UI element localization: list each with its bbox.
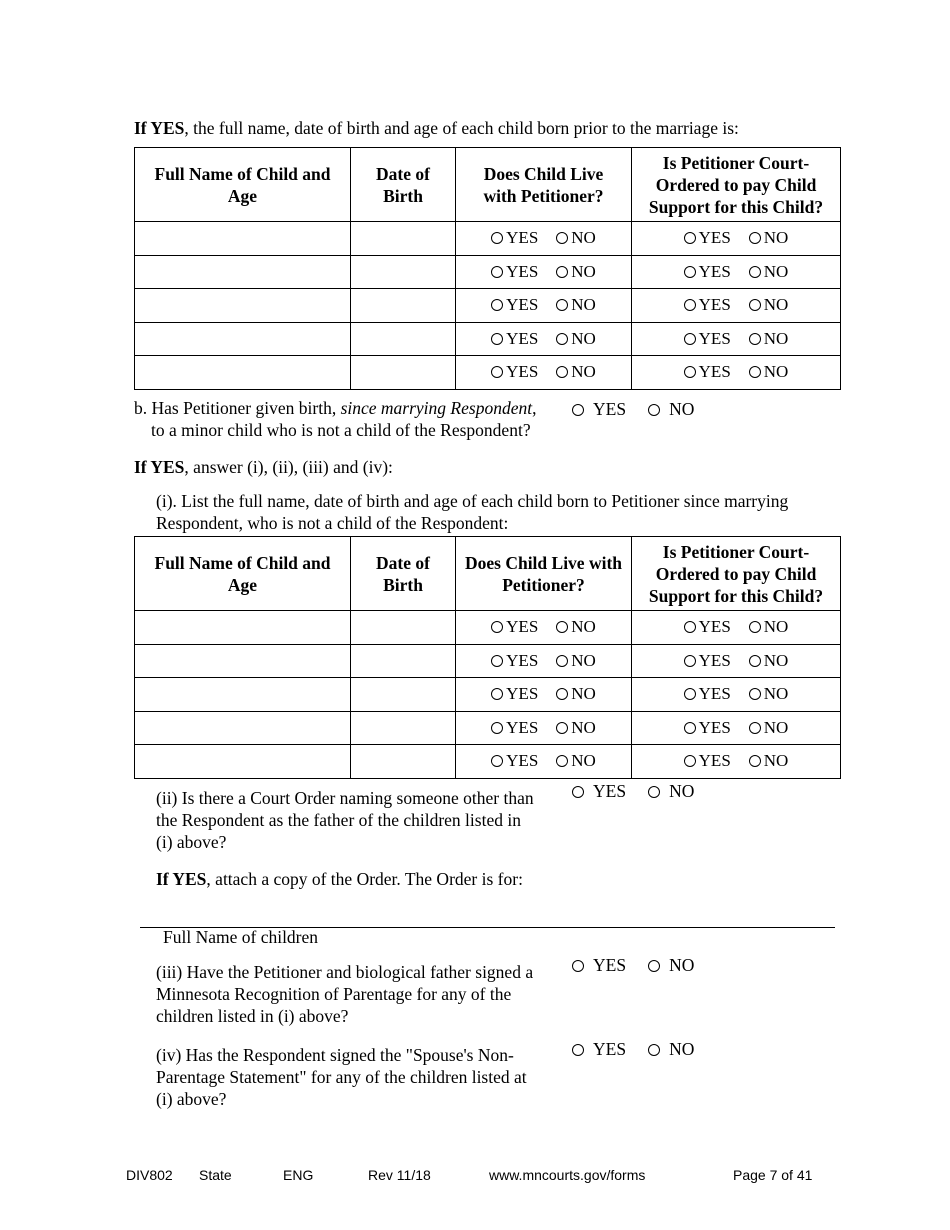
option-label: NO [571, 328, 596, 348]
radio-icon[interactable] [491, 655, 503, 667]
date-of-birth-cell[interactable] [351, 611, 456, 645]
child-support-yes-option[interactable] [684, 295, 731, 315]
child-support-yes-option[interactable] [684, 362, 731, 382]
lives-with-petitioner-cell [456, 745, 632, 779]
lives-with-petitioner-cell [456, 289, 632, 323]
option-label: NO [763, 362, 789, 382]
radio-icon[interactable] [648, 404, 660, 416]
question-b-options [572, 399, 694, 420]
table-row [135, 255, 841, 289]
lives-with-petitioner-options [456, 617, 631, 637]
lives-with-petitioner-no-option[interactable] [556, 228, 596, 248]
child-support-cell [632, 644, 841, 678]
item-ii-attach-instruction: If YES, attach a copy of the Order. The Order is for: [156, 869, 523, 889]
radio-icon[interactable] [749, 755, 761, 767]
option-label: YES [506, 684, 539, 704]
child-name-cell[interactable] [135, 222, 351, 256]
child-name-cell[interactable] [135, 644, 351, 678]
lives-with-petitioner-yes-option[interactable] [491, 362, 538, 382]
child-support-yes-option[interactable] [684, 262, 731, 282]
lives-with-petitioner-options [456, 262, 631, 282]
header-date-of-birth: Date of Birth [351, 537, 456, 611]
radio-icon[interactable] [556, 655, 568, 667]
child-support-cell [632, 678, 841, 712]
radio-icon[interactable] [491, 755, 503, 767]
header-lives-with-petitioner: Does Child Live with Petitioner? [456, 148, 632, 222]
lives-with-petitioner-cell [456, 356, 632, 390]
option-label: YES [506, 328, 539, 348]
child-support-no-option[interactable] [749, 651, 789, 671]
child-name-cell[interactable] [135, 322, 351, 356]
lives-with-petitioner-yes-option[interactable] [491, 651, 538, 671]
table-header-row [135, 537, 841, 611]
item-ii-line1: (ii) Is there a Court Order naming someone other than [156, 788, 534, 808]
child-support-options [632, 228, 840, 248]
child-support-no-option[interactable] [749, 718, 789, 738]
option-label: NO [763, 650, 789, 670]
child-support-cell [632, 611, 841, 645]
date-of-birth-cell[interactable] [351, 255, 456, 289]
radio-icon[interactable] [749, 621, 761, 633]
lives-with-petitioner-yes-option[interactable] [491, 228, 538, 248]
radio-icon[interactable] [572, 786, 584, 798]
child-support-yes-option[interactable] [684, 651, 731, 671]
radio-icon[interactable] [749, 655, 761, 667]
item-iv-line2: Parentage Statement" for any of the children listed at [156, 1067, 527, 1087]
child-support-yes-option[interactable] [684, 684, 731, 704]
option-label: YES [506, 650, 539, 670]
lives-with-petitioner-cell [456, 322, 632, 356]
radio-icon[interactable] [684, 366, 696, 378]
option-label: NO [763, 328, 789, 348]
child-support-yes-option[interactable] [684, 329, 731, 349]
item-iv-line1: (iv) Has the Respondent signed the "Spouse's Non- [156, 1045, 514, 1065]
radio-icon[interactable] [491, 333, 503, 345]
child-support-cell [632, 222, 841, 256]
question-b-line2: to a minor child who is not a child of the Respondent? [151, 420, 531, 440]
lives-with-petitioner-no-option[interactable] [556, 718, 596, 738]
option-label: NO [571, 362, 596, 382]
radio-icon[interactable] [556, 621, 568, 633]
option-label: YES [506, 717, 539, 737]
child-support-options [632, 329, 840, 349]
option-label: NO [763, 295, 789, 315]
child-support-no-option[interactable] [749, 295, 789, 315]
radio-icon[interactable] [491, 266, 503, 278]
lives-with-petitioner-no-option[interactable] [556, 329, 596, 349]
item-ii-options [572, 781, 694, 802]
header-date-of-birth: Date of Birth [351, 148, 456, 222]
footer-page-number: Page 7 of 41 [733, 1167, 813, 1183]
lives-with-petitioner-cell [456, 611, 632, 645]
child-support-options [632, 362, 840, 382]
option-label: YES [698, 328, 731, 348]
radio-icon[interactable] [684, 299, 696, 311]
radio-icon[interactable] [749, 722, 761, 734]
option-label: NO [763, 228, 789, 248]
child-support-no-option[interactable] [749, 617, 789, 637]
option-label: YES [506, 295, 539, 315]
radio-icon[interactable] [556, 722, 568, 734]
item-iv-no-option[interactable]: NO [648, 1039, 694, 1060]
lives-with-petitioner-yes-option[interactable] [491, 684, 538, 704]
radio-icon[interactable] [684, 722, 696, 734]
child-name-cell[interactable] [135, 611, 351, 645]
item-ii-yes-option[interactable]: YES [572, 781, 626, 802]
radio-icon[interactable] [572, 1044, 584, 1056]
radio-icon[interactable] [684, 755, 696, 767]
radio-icon[interactable] [749, 266, 761, 278]
footer-url: www.mncourts.gov/forms [489, 1167, 646, 1183]
option-label: YES [698, 617, 731, 637]
radio-icon[interactable] [556, 299, 568, 311]
table-row [135, 222, 841, 256]
item-i-line2: Respondent, who is not a child of the Respondent: [156, 513, 509, 533]
option-label: YES [698, 684, 731, 704]
header-child-support: Is Petitioner Court- Ordered to pay Child Support for this Child? [632, 537, 841, 611]
radio-icon[interactable] [684, 621, 696, 633]
lives-with-petitioner-options [456, 228, 631, 248]
item-ii-line3: (i) above? [156, 832, 227, 852]
lives-with-petitioner-cell [456, 711, 632, 745]
table-row [135, 356, 841, 390]
table-row [135, 644, 841, 678]
child-support-options [632, 262, 840, 282]
header-full-name: Full Name of Child and Age [135, 148, 351, 222]
option-label: NO [763, 617, 789, 637]
radio-icon[interactable] [684, 232, 696, 244]
table-row [135, 678, 841, 712]
lives-with-petitioner-yes-option[interactable] [491, 329, 538, 349]
option-label: YES [506, 362, 539, 382]
radio-icon[interactable] [491, 299, 503, 311]
item-i-line1: (i). List the full name, date of birth and age of each child born to Petitioner since marrying [156, 491, 789, 511]
child-name-cell[interactable] [135, 678, 351, 712]
option-label: YES [506, 261, 539, 281]
header-lives-with-petitioner: Does Child Live with Petitioner? [456, 537, 632, 611]
section-a-intro: If YES, the full name, date of birth and age of each child born prior to the marriage is: [134, 118, 739, 138]
option-label: YES [698, 295, 731, 315]
question-b-line1: b. Has Petitioner given birth, since marrying Respondent, [134, 398, 537, 418]
lives-with-petitioner-cell [456, 255, 632, 289]
lives-with-petitioner-yes-option[interactable] [491, 262, 538, 282]
option-label: NO [571, 684, 596, 704]
radio-icon[interactable] [491, 688, 503, 700]
option-label: NO [763, 751, 789, 771]
child-support-cell [632, 711, 841, 745]
date-of-birth-cell[interactable] [351, 289, 456, 323]
radio-icon[interactable] [684, 688, 696, 700]
option-label: YES [698, 228, 731, 248]
radio-icon[interactable] [572, 404, 584, 416]
child-name-cell[interactable] [135, 356, 351, 390]
radio-icon[interactable] [648, 1044, 660, 1056]
lives-with-petitioner-no-option[interactable] [556, 362, 596, 382]
child-name-cell[interactable] [135, 711, 351, 745]
footer-form-number: DIV802 [126, 1167, 173, 1183]
lives-with-petitioner-no-option[interactable] [556, 751, 596, 771]
table-row [135, 322, 841, 356]
footer-revision: Rev 11/18 [368, 1167, 431, 1183]
lives-with-petitioner-yes-option[interactable] [491, 751, 538, 771]
lives-with-petitioner-no-option[interactable] [556, 617, 596, 637]
item-iii-options [572, 955, 694, 976]
option-label: NO [763, 717, 789, 737]
radio-icon[interactable] [556, 688, 568, 700]
radio-icon[interactable] [648, 786, 660, 798]
child-support-yes-option[interactable] [684, 228, 731, 248]
answer-all-instruction: If YES, answer (i), (ii), (iii) and (iv): [134, 457, 393, 477]
lives-with-petitioner-cell [456, 678, 632, 712]
radio-icon[interactable] [684, 655, 696, 667]
child-support-options [632, 617, 840, 637]
option-label: NO [763, 684, 789, 704]
item-ii-line2: the Respondent as the father of the children listed in [156, 810, 521, 830]
lives-with-petitioner-options [456, 751, 631, 771]
radio-icon[interactable] [684, 266, 696, 278]
lives-with-petitioner-cell [456, 644, 632, 678]
item-iv-line3: (i) above? [156, 1089, 227, 1109]
radio-icon[interactable] [572, 960, 584, 972]
table-row [135, 711, 841, 745]
child-support-cell [632, 255, 841, 289]
lives-with-petitioner-yes-option[interactable] [491, 295, 538, 315]
option-label: YES [506, 617, 539, 637]
lives-with-petitioner-no-option[interactable] [556, 295, 596, 315]
lives-with-petitioner-no-option[interactable] [556, 262, 596, 282]
lives-with-petitioner-options [456, 329, 631, 349]
table-row [135, 745, 841, 779]
lives-with-petitioner-options [456, 651, 631, 671]
lives-with-petitioner-yes-option[interactable] [491, 718, 538, 738]
child-support-options [632, 751, 840, 771]
item-iv-options [572, 1039, 694, 1060]
option-label: YES [506, 751, 539, 771]
child-name-cell[interactable] [135, 255, 351, 289]
radio-icon[interactable] [491, 722, 503, 734]
table-header-row [135, 148, 841, 222]
option-label: YES [698, 362, 731, 382]
option-label: YES [506, 228, 539, 248]
radio-icon[interactable] [491, 232, 503, 244]
date-of-birth-cell[interactable] [351, 678, 456, 712]
lives-with-petitioner-yes-option[interactable] [491, 617, 538, 637]
item-iv-yes-option[interactable]: YES [572, 1039, 626, 1060]
radio-icon[interactable] [749, 232, 761, 244]
radio-icon[interactable] [749, 299, 761, 311]
child-support-cell [632, 289, 841, 323]
option-label: YES [698, 261, 731, 281]
child-support-cell [632, 356, 841, 390]
radio-icon[interactable] [749, 688, 761, 700]
date-of-birth-cell[interactable] [351, 745, 456, 779]
option-label: NO [571, 228, 596, 248]
item-iii-line2: Minnesota Recognition of Parentage for any of the [156, 984, 512, 1004]
child-support-yes-option[interactable] [684, 617, 731, 637]
radio-icon[interactable] [556, 755, 568, 767]
children-before-marriage-table [134, 147, 841, 390]
question-b-yes-option[interactable]: YES [572, 399, 626, 420]
option-label: NO [571, 261, 596, 281]
child-name-cell[interactable] [135, 745, 351, 779]
children-since-marriage-table [134, 536, 841, 779]
option-label: NO [763, 261, 789, 281]
radio-icon[interactable] [749, 366, 761, 378]
footer-language: ENG [283, 1167, 314, 1183]
item-iii-line3: children listed in (i) above? [156, 1006, 349, 1026]
child-support-no-option[interactable] [749, 362, 789, 382]
radio-icon[interactable] [556, 366, 568, 378]
child-support-options [632, 718, 840, 738]
item-iii-line1: (iii) Have the Petitioner and biological father signed a [156, 962, 534, 982]
radio-icon[interactable] [648, 960, 660, 972]
child-support-no-option[interactable] [749, 684, 789, 704]
lives-with-petitioner-no-option[interactable] [556, 684, 596, 704]
table-row [135, 289, 841, 323]
child-support-yes-option[interactable] [684, 751, 731, 771]
child-support-no-option[interactable] [749, 329, 789, 349]
option-label: YES [698, 717, 731, 737]
lives-with-petitioner-cell [456, 222, 632, 256]
child-support-no-option[interactable] [749, 228, 789, 248]
child-support-no-option[interactable] [749, 262, 789, 282]
lives-with-petitioner-options [456, 362, 631, 382]
child-support-cell [632, 745, 841, 779]
child-name-cell[interactable] [135, 289, 351, 323]
radio-icon[interactable] [556, 333, 568, 345]
children-name-field-label: Full Name of children [163, 927, 319, 947]
date-of-birth-cell[interactable] [351, 711, 456, 745]
option-label: YES [698, 650, 731, 670]
radio-icon[interactable] [684, 333, 696, 345]
table-row [135, 611, 841, 645]
lives-with-petitioner-options [456, 684, 631, 704]
radio-icon[interactable] [749, 333, 761, 345]
radio-icon[interactable] [491, 366, 503, 378]
option-label: NO [571, 751, 596, 771]
option-label: NO [571, 295, 596, 315]
header-full-name: Full Name of Child and Age [135, 537, 351, 611]
item-ii-no-option[interactable]: NO [648, 781, 694, 802]
child-support-options [632, 651, 840, 671]
item-iii-yes-option[interactable]: YES [572, 955, 626, 976]
child-support-options [632, 684, 840, 704]
header-child-support: Is Petitioner Court- Ordered to pay Child Support for this Child? [632, 148, 841, 222]
item-iii-no-option[interactable]: NO [648, 955, 694, 976]
lives-with-petitioner-options [456, 295, 631, 315]
date-of-birth-cell[interactable] [351, 222, 456, 256]
child-support-options [632, 295, 840, 315]
option-label: NO [571, 650, 596, 670]
lives-with-petitioner-no-option[interactable] [556, 651, 596, 671]
date-of-birth-cell[interactable] [351, 356, 456, 390]
question-b-no-option[interactable]: NO [648, 399, 694, 420]
footer-level: State [199, 1167, 232, 1183]
date-of-birth-cell[interactable] [351, 322, 456, 356]
lives-with-petitioner-options [456, 718, 631, 738]
option-label: YES [698, 751, 731, 771]
date-of-birth-cell[interactable] [351, 644, 456, 678]
option-label: NO [571, 617, 596, 637]
radio-icon[interactable] [491, 621, 503, 633]
child-support-cell [632, 322, 841, 356]
radio-icon[interactable] [556, 232, 568, 244]
option-label: NO [571, 717, 596, 737]
child-support-no-option[interactable] [749, 751, 789, 771]
radio-icon[interactable] [556, 266, 568, 278]
child-support-yes-option[interactable] [684, 718, 731, 738]
